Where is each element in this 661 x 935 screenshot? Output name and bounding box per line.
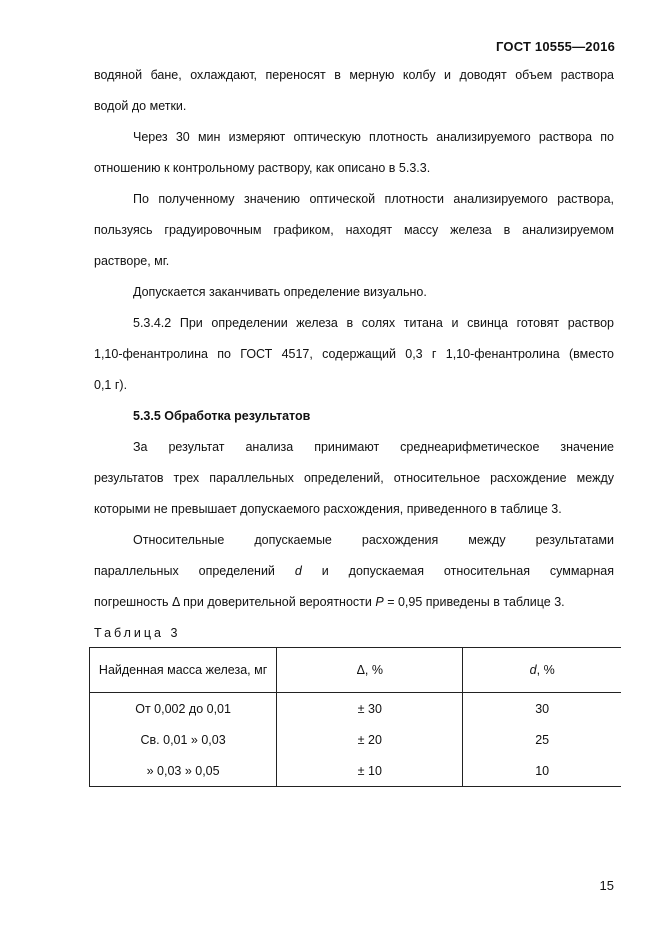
paragraph-line: За результат анализа принимают среднеарифметическое значение xyxy=(133,440,614,454)
cell-delta: ± 10 xyxy=(277,755,463,787)
table-caption: Таблица 3 xyxy=(94,626,181,640)
paragraph-line: отношению к контрольному раствору, как описано в 5.3.3. xyxy=(94,161,431,175)
table-row xyxy=(90,693,622,725)
paragraph-line: Допускается заканчивать определение визуально. xyxy=(133,285,427,299)
section-heading: 5.3.5 Обработка результатов xyxy=(133,409,311,423)
paragraph-line: 0,1 г). xyxy=(94,378,128,392)
paragraph-line: 1,10-фенантролина по ГОСТ 4517, содержащий 0,3 г 1,10-фенантролина (вместо xyxy=(94,347,614,361)
paragraph-line: которыми не превышает допускаемого расхождения, приведенного в таблице 3. xyxy=(94,502,562,516)
tolerance-table xyxy=(89,647,621,787)
paragraph-line: По полученному значению оптической плотности анализируемого раствора, xyxy=(133,192,614,206)
header-delta: Δ, % xyxy=(277,648,463,693)
paragraph-line: 5.3.4.2 При определении железа в солях титана и свинца готовят раствор xyxy=(133,316,614,330)
header-d xyxy=(463,648,621,693)
cell-d: 30 xyxy=(463,693,621,725)
cell-delta: ± 30 xyxy=(277,693,463,725)
text-run: параллельных определений xyxy=(94,564,275,578)
cell-mass: » 0,03 » 0,05 xyxy=(90,755,277,787)
variable-d: d xyxy=(294,564,302,578)
header-unit: , % xyxy=(536,663,555,677)
header-mass: Найденная масса железа, мг xyxy=(90,648,277,693)
paragraph-line: результатов трех параллельных определений, относительное расхождение между xyxy=(94,471,614,485)
paragraph-line: Относительные допускаемые расхождения между результатами xyxy=(133,533,614,547)
table-row xyxy=(90,724,622,755)
paragraph-line: пользуясь градуировочным графиком, находят массу железа в анализируемом xyxy=(94,223,614,237)
table-header-row xyxy=(90,648,622,693)
paragraph-line: водой до метки. xyxy=(94,99,187,113)
text-run: и допускаемая относительная суммарная xyxy=(321,564,614,578)
table-row xyxy=(90,755,622,787)
paragraph-line xyxy=(94,587,614,618)
paragraph-line: Через 30 мин измеряют оптическую плотность анализируемого раствора по xyxy=(133,130,614,144)
page-number: 15 xyxy=(599,878,614,893)
document-code: ГОСТ 10555—2016 xyxy=(496,39,615,54)
variable-p: P xyxy=(375,595,384,609)
cell-mass: Св. 0,01 » 0,03 xyxy=(90,724,277,755)
cell-d: 10 xyxy=(463,755,621,787)
variable-d: d xyxy=(529,663,537,677)
text-run: = 0,95 приведены в таблице 3. xyxy=(387,595,565,609)
cell-mass: От 0,002 до 0,01 xyxy=(90,693,277,725)
paragraph-line: водяной бане, охлаждают, переносят в мерную колбу и доводят объем раствора xyxy=(94,68,614,82)
paragraph-line xyxy=(94,556,614,587)
cell-d: 25 xyxy=(463,724,621,755)
paragraph-line: растворе, мг. xyxy=(94,254,170,268)
body-text xyxy=(94,60,614,649)
text-run: погрешность Δ при доверительной вероятности xyxy=(94,595,372,609)
cell-delta: ± 20 xyxy=(277,724,463,755)
